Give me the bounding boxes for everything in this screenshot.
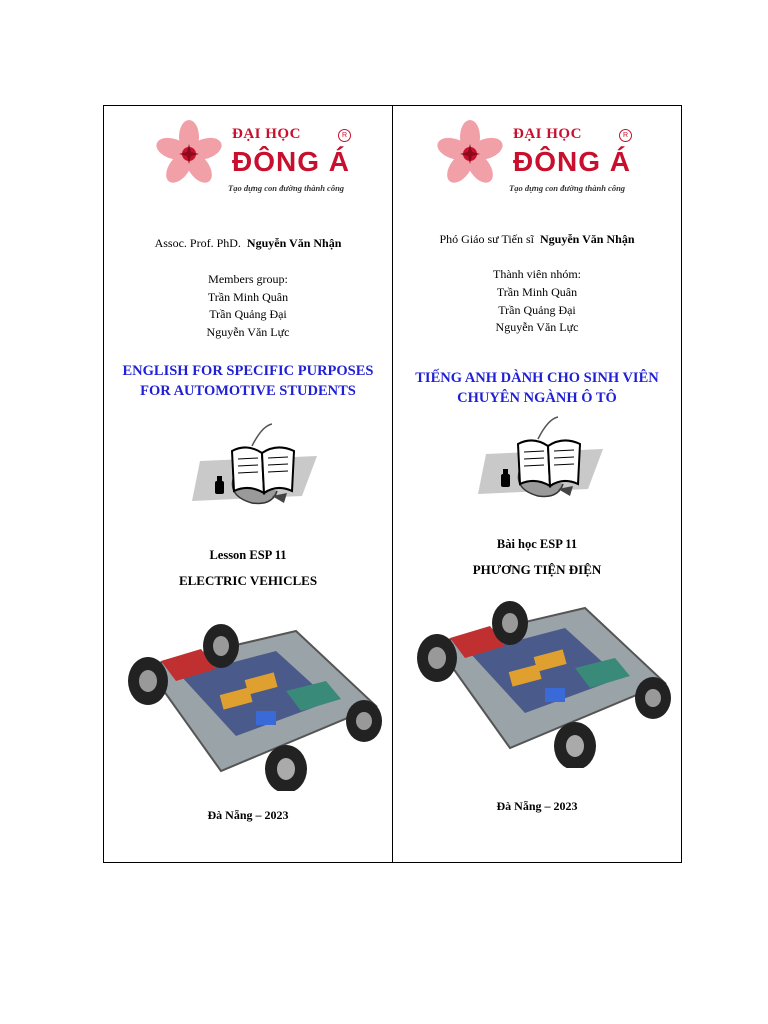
member-item: Trần Minh Quân <box>496 285 578 299</box>
lesson-title: ELECTRIC VEHICLES <box>178 573 318 588</box>
university-logo <box>152 116 372 196</box>
member-item: Trần Quảng Đại <box>498 303 576 317</box>
member-item: Nguyễn Văn Lực <box>206 325 290 339</box>
author-prefix: Phó Giáo sư Tiến sĩ <box>439 232 535 246</box>
book-title-line-1: TIẾNG ANH DÀNH CHO SINH VIÊN <box>415 370 659 386</box>
book-clipart-icon <box>192 421 317 511</box>
logo-tagline: Tạo dựng con đường thành công <box>509 183 626 193</box>
place-date: Đà Nẵng – 2023 <box>207 808 289 822</box>
registered-mark: R <box>619 129 632 142</box>
author-name: Nguyễn Văn Nhận <box>540 232 635 246</box>
book-title-line-2: FOR AUTOMOTIVE STUDENTS <box>140 383 356 399</box>
vietnamese-cover-panel <box>393 106 681 862</box>
book-clipart-icon <box>478 414 603 504</box>
cover-sheet <box>103 105 682 863</box>
university-logo <box>433 116 653 196</box>
lesson-number: Lesson ESP 11 <box>209 548 287 562</box>
place-date: Đà Nẵng – 2023 <box>496 799 578 813</box>
ev-chassis-image <box>126 621 386 791</box>
registered-mark: R <box>338 129 351 142</box>
author-line <box>104 236 392 251</box>
lesson-number: Bài học ESP 11 <box>496 537 578 551</box>
logo-university-word: ĐẠI HỌC <box>513 126 582 142</box>
logo-university-name: ĐÔNG Á <box>232 146 350 177</box>
flower-logo-icon <box>152 116 227 191</box>
flower-logo-icon <box>433 116 508 191</box>
logo-university-name: ĐÔNG Á <box>513 146 631 177</box>
members-heading: Members group: <box>208 272 288 286</box>
book-title-line-2: CHUYÊN NGÀNH Ô TÔ <box>457 390 617 406</box>
author-prefix: Assoc. Prof. PhD. <box>154 236 241 250</box>
lesson-title: PHƯƠNG TIỆN ĐIỆN <box>472 562 602 577</box>
members-heading: Thành viên nhóm: <box>493 267 581 281</box>
logo-tagline: Tạo dựng con đường thành công <box>228 183 345 193</box>
member-item: Trần Quảng Đại <box>209 307 287 321</box>
ev-chassis-image <box>415 598 675 768</box>
english-cover-panel <box>104 106 392 862</box>
member-item: Nguyễn Văn Lực <box>495 320 579 334</box>
author-line <box>393 232 681 247</box>
member-item: Trần Minh Quân <box>207 290 289 304</box>
logo-university-word: ĐẠI HỌC <box>232 126 301 142</box>
author-name: Nguyễn Văn Nhận <box>246 236 342 250</box>
book-title-line-1: ENGLISH FOR SPECIFIC PURPOSES <box>122 363 374 379</box>
